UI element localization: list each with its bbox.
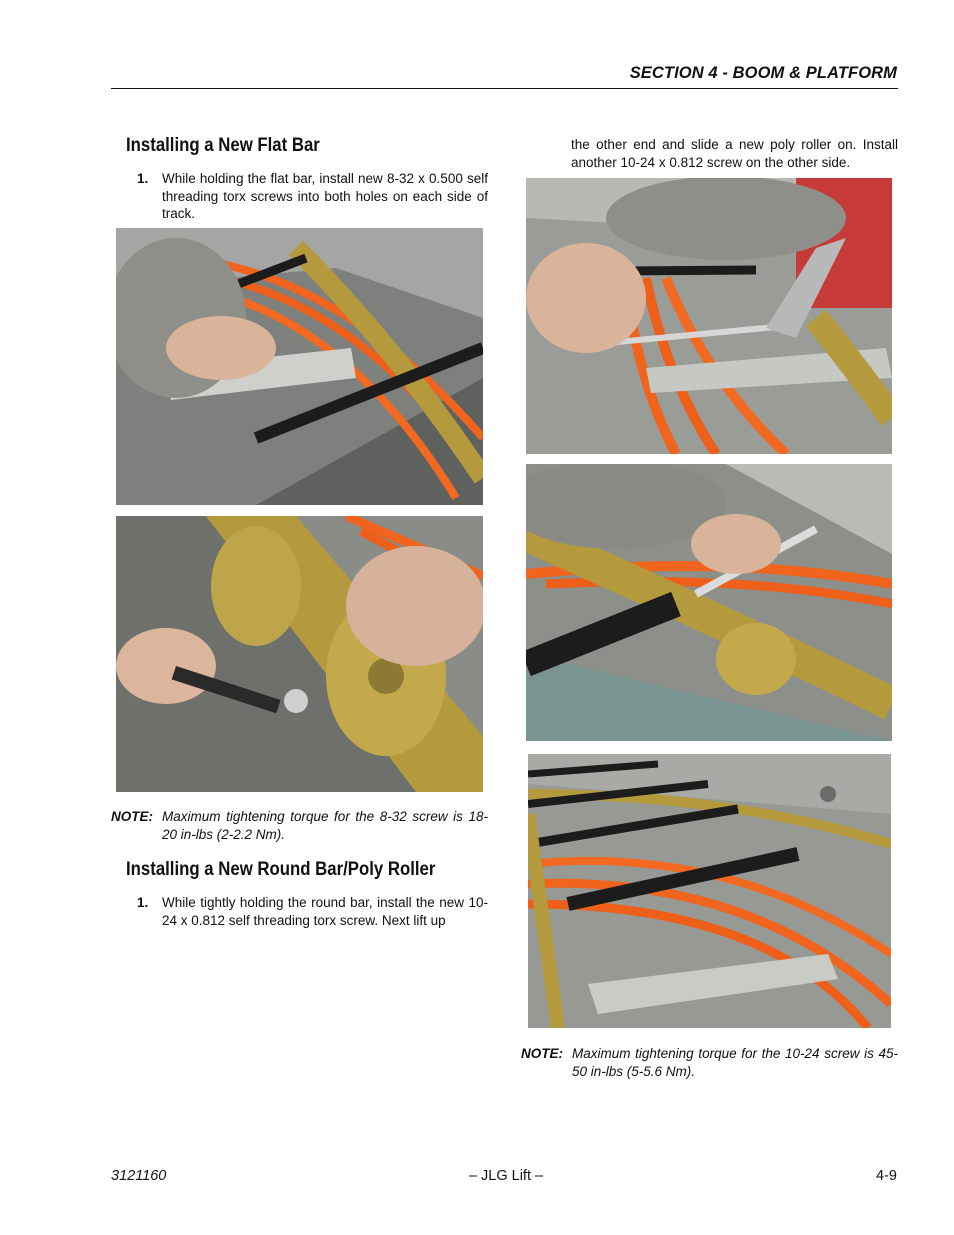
footer-publisher: – JLG Lift – — [468, 1168, 544, 1184]
note-label: NOTE: — [521, 1046, 563, 1061]
heading-flat-bar: Installing a New Flat Bar — [126, 134, 320, 156]
step-number: 1. — [137, 171, 149, 186]
step-round-bar — [137, 894, 488, 930]
photo-poly-roller-slide — [526, 464, 892, 741]
photo-flat-bar-hold — [116, 228, 483, 505]
photo-completed-track — [528, 754, 891, 1028]
note-round-bar-torque — [521, 1045, 898, 1081]
note-flat-bar-torque — [111, 808, 488, 844]
step-text: While tightly holding the round bar, install the new 10-24 x 0.812 self threading torx screw. Next lift up — [162, 895, 488, 928]
step-number: 1. — [137, 895, 149, 910]
note-label: NOTE: — [111, 809, 153, 824]
footer-doc-number: 3121160 — [111, 1168, 167, 1184]
photo-round-bar-pliers — [526, 178, 892, 454]
note-text: Maximum tightening torque for the 10-24 screw is 45-50 in-lbs (5-5.6 Nm). — [572, 1046, 898, 1079]
header-rule — [111, 88, 898, 89]
section-header: SECTION 4 - BOOM & PLATFORM — [629, 64, 897, 82]
step-continuation: the other end and slide a new poly roller on. Install another 10-24 x 0.812 screw on the other side. — [571, 137, 898, 170]
note-text: Maximum tightening torque for the 8-32 screw is 18-20 in-lbs (2-2.2 Nm). — [162, 809, 488, 842]
photo-flat-bar-screw — [116, 516, 483, 792]
step-flat-bar — [137, 170, 488, 224]
step-text: While holding the flat bar, install new 8-32 x 0.500 self threading torx screws into both holes on each side of track. — [162, 171, 488, 221]
heading-round-bar: Installing a New Round Bar/Poly Roller — [126, 858, 436, 880]
footer-page-number: 4-9 — [876, 1168, 897, 1184]
